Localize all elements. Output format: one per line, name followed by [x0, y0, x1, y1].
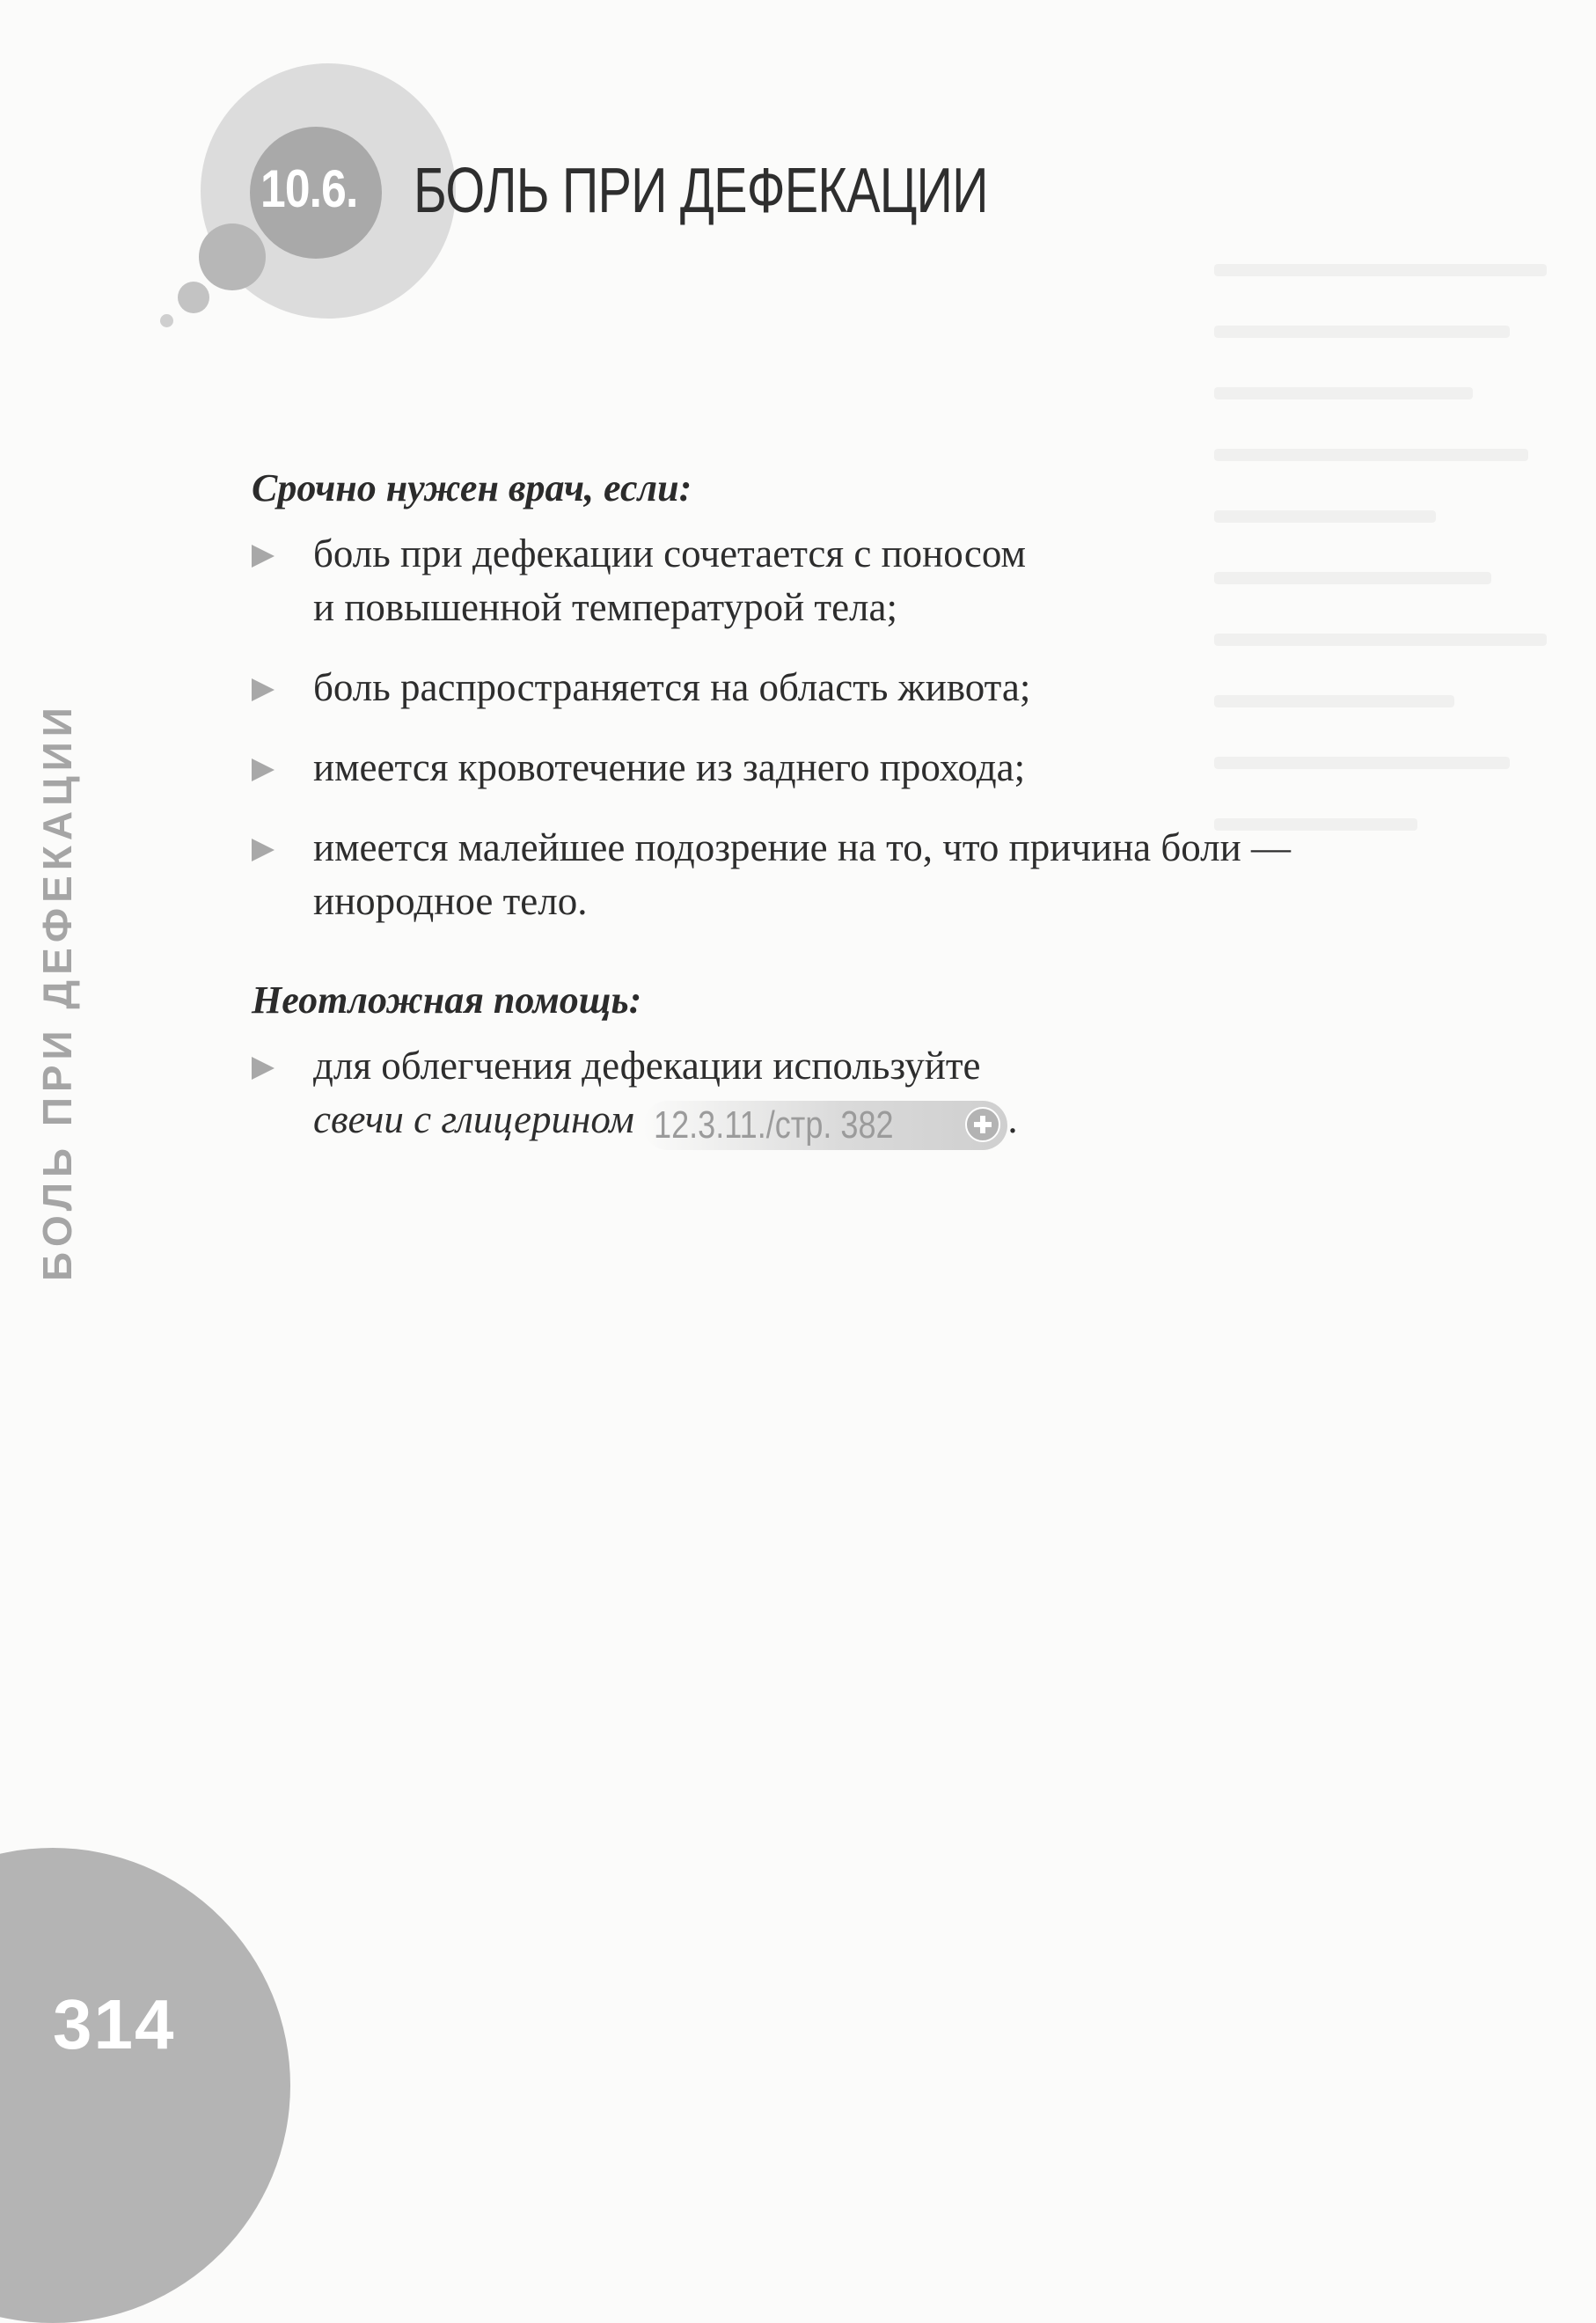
- urgent-heading: Срочно нужен врач, если:: [252, 466, 692, 509]
- list-item: [252, 661, 1483, 714]
- triangle-bullet-icon: [252, 545, 275, 568]
- list-item-text: и повышенной температурой тела;: [313, 585, 897, 629]
- triangle-bullet-icon: [252, 1057, 275, 1080]
- sentence-end: .: [1007, 1097, 1018, 1141]
- page-number: 314: [53, 1985, 176, 2063]
- main-content: [252, 462, 1483, 1176]
- triangle-bullet-icon: [252, 839, 275, 861]
- first-aid-heading: Неотложная помощь:: [252, 978, 642, 1022]
- list-item-text: для облегчения дефекации используйте: [313, 1044, 981, 1088]
- list-item-text: имеется малейшее подозрение на то, что причина боли —: [313, 825, 1291, 869]
- list-item: [252, 821, 1483, 928]
- plus-circle-icon: [965, 1107, 1000, 1142]
- list-item-text: боль при дефекации сочетается с поносом: [313, 531, 1026, 575]
- first-aid-list: [252, 1039, 1483, 1150]
- decorative-bubble-tiny: [160, 314, 173, 327]
- list-item-text: боль распространяется на область живота;: [313, 665, 1031, 709]
- list-item-text: инородное тело.: [313, 879, 588, 923]
- page-title: БОЛЬ ПРИ ДЕФЕКАЦИИ: [414, 156, 988, 226]
- decorative-bubble-medium: [199, 224, 266, 290]
- page-reference-link[interactable]: [643, 1101, 1007, 1150]
- list-item: [252, 527, 1483, 634]
- list-item: [252, 1039, 1483, 1150]
- side-running-head: БОЛЬ ПРИ ДЕФЕКАЦИИ: [34, 702, 80, 1281]
- section-number: 10.6.: [260, 159, 358, 218]
- list-item-text: имеется кровотечение из заднего прохода;: [313, 745, 1026, 789]
- page-number-circle: [0, 1848, 290, 2323]
- triangle-bullet-icon: [252, 678, 275, 701]
- triangle-bullet-icon: [252, 758, 275, 781]
- decorative-bubble-small: [178, 282, 209, 313]
- list-item: [252, 741, 1483, 795]
- drug-name: свечи с глицерином: [313, 1097, 634, 1141]
- page-reference-text: 12.3.11./стр. 382: [653, 1103, 894, 1147]
- urgent-list: [252, 527, 1483, 928]
